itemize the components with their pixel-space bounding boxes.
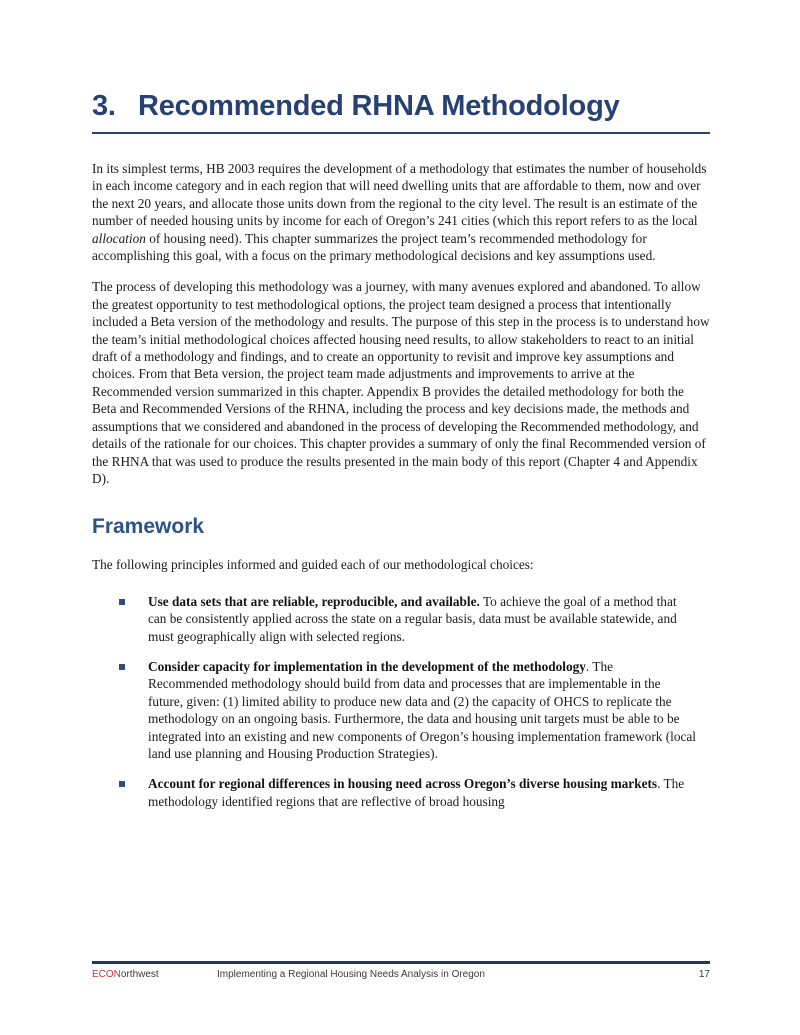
- paragraph-1-text-b: of housing need). This chapter summarizes the project team’s recommended methodology for accomplishing this goal, with a focus on the primary methodological decisions and key assumptions used.: [92, 230, 656, 264]
- chapter-title: Recommended RHNA Methodology: [138, 90, 620, 122]
- heading-rule: [92, 132, 710, 134]
- framework-intro-text: The following principles informed and guided each of our methodological choices:: [92, 557, 534, 573]
- bullet-bold-lead: Account for regional differences in housing need across Oregon’s diverse housing markets: [148, 776, 658, 792]
- paragraph-1-text-a: In its simplest terms, HB 2003 requires the development of a methodology that estimates the number of households in each income category and in each region that will need dwelling units that are affordable to them, now and over the next 20 years, and allocate those units down from the regional to the city level. The result is an estimate of the number of needed housing units by income for each of Oregon’s 241 cities (which this report refers to as the local: [92, 161, 707, 229]
- bullet-rest-text: . The Recommended methodology should build from data and processes that are implementable in the future, given: (1) limited ability to produce new data and (2) the capacity of OHCS to replicate the methodology on an ongoing basis. Furthermore, the data and housing unit targets must be able to be integrated into an existing and new components of Oregon’s housing implementation framework (local land use planning and Housing Production Strategies).: [148, 658, 696, 761]
- bullet-bold-lead: Consider capacity for implementation in the development of the methodology: [148, 658, 586, 674]
- bullet-text: [148, 658, 696, 762]
- footer-row: [92, 969, 710, 980]
- bullet-text: [148, 593, 696, 645]
- bullet-item-data-sets: [92, 593, 710, 645]
- page-footer: [92, 961, 710, 980]
- footer-rule: [92, 961, 710, 964]
- bullet-rest-text: To achieve the goal of a method that can be consistently applied across the state on a regular basis, data must be available statewide, and must geographically align with selected regions.: [148, 593, 677, 644]
- paragraph-1-italic-word: allocation: [92, 230, 146, 246]
- section-heading-framework: Framework: [92, 515, 205, 539]
- brand-northwest-text: orthwest: [120, 969, 159, 980]
- paragraph-2: The process of developing this methodology was a journey, with many avenues explored and abandoned. To allow the greatest opportunity to test methodological options, the project team designed a process that intentionally included a Beta version of the methodology and results. The purpose of this step in the process is to understand how the team’s initial methodological choices affected housing need results, to allow stakeholders to react to an initial draft of a methodology and findings, and to create an opportunity to revisit and improve key assumptions and choices. From that Beta version, the project team made adjustments and improvements to arrive at the Recommended version summarized in this chapter. Appendix B provides the detailed methodology for both the Beta and Recommended Versions of the RHNA, including the process and key decisions made, the methods and assumptions that we considered and abandoned in the process of developing the Recommended methodology, and details of the rationale for our choices. This chapter provides a summary of only the final Recommended version of the RHNA that was used to produce the results presented in the main body of this report (Chapter 4 and Appendix D).: [92, 279, 710, 486]
- chapter-heading: [92, 0, 710, 123]
- paragraph-1: [92, 160, 710, 264]
- footer-page-number: 17: [698, 969, 710, 980]
- bullet-rest-text: . The methodology identified regions that are reflective of broad housing: [148, 776, 685, 809]
- footer-report-title: Implementing a Regional Housing Needs Analysis in Oregon: [217, 969, 485, 980]
- page-content: [92, 0, 710, 823]
- bullet-text: [148, 775, 696, 810]
- bullet-item-regional-differences: [92, 775, 710, 810]
- bullet-bold-lead: Use data sets that are reliable, reproducible, and available.: [148, 593, 480, 609]
- footer-brand-logo-text: [92, 969, 217, 980]
- bullet-item-implementation-capacity: [92, 658, 710, 762]
- bullet-square-icon: [119, 781, 125, 787]
- bullet-square-icon: [119, 599, 125, 605]
- chapter-number: 3.: [92, 90, 116, 122]
- bullet-square-icon: [119, 664, 125, 670]
- brand-econ-text: ECON: [92, 969, 121, 980]
- principles-bullet-list: [92, 593, 710, 810]
